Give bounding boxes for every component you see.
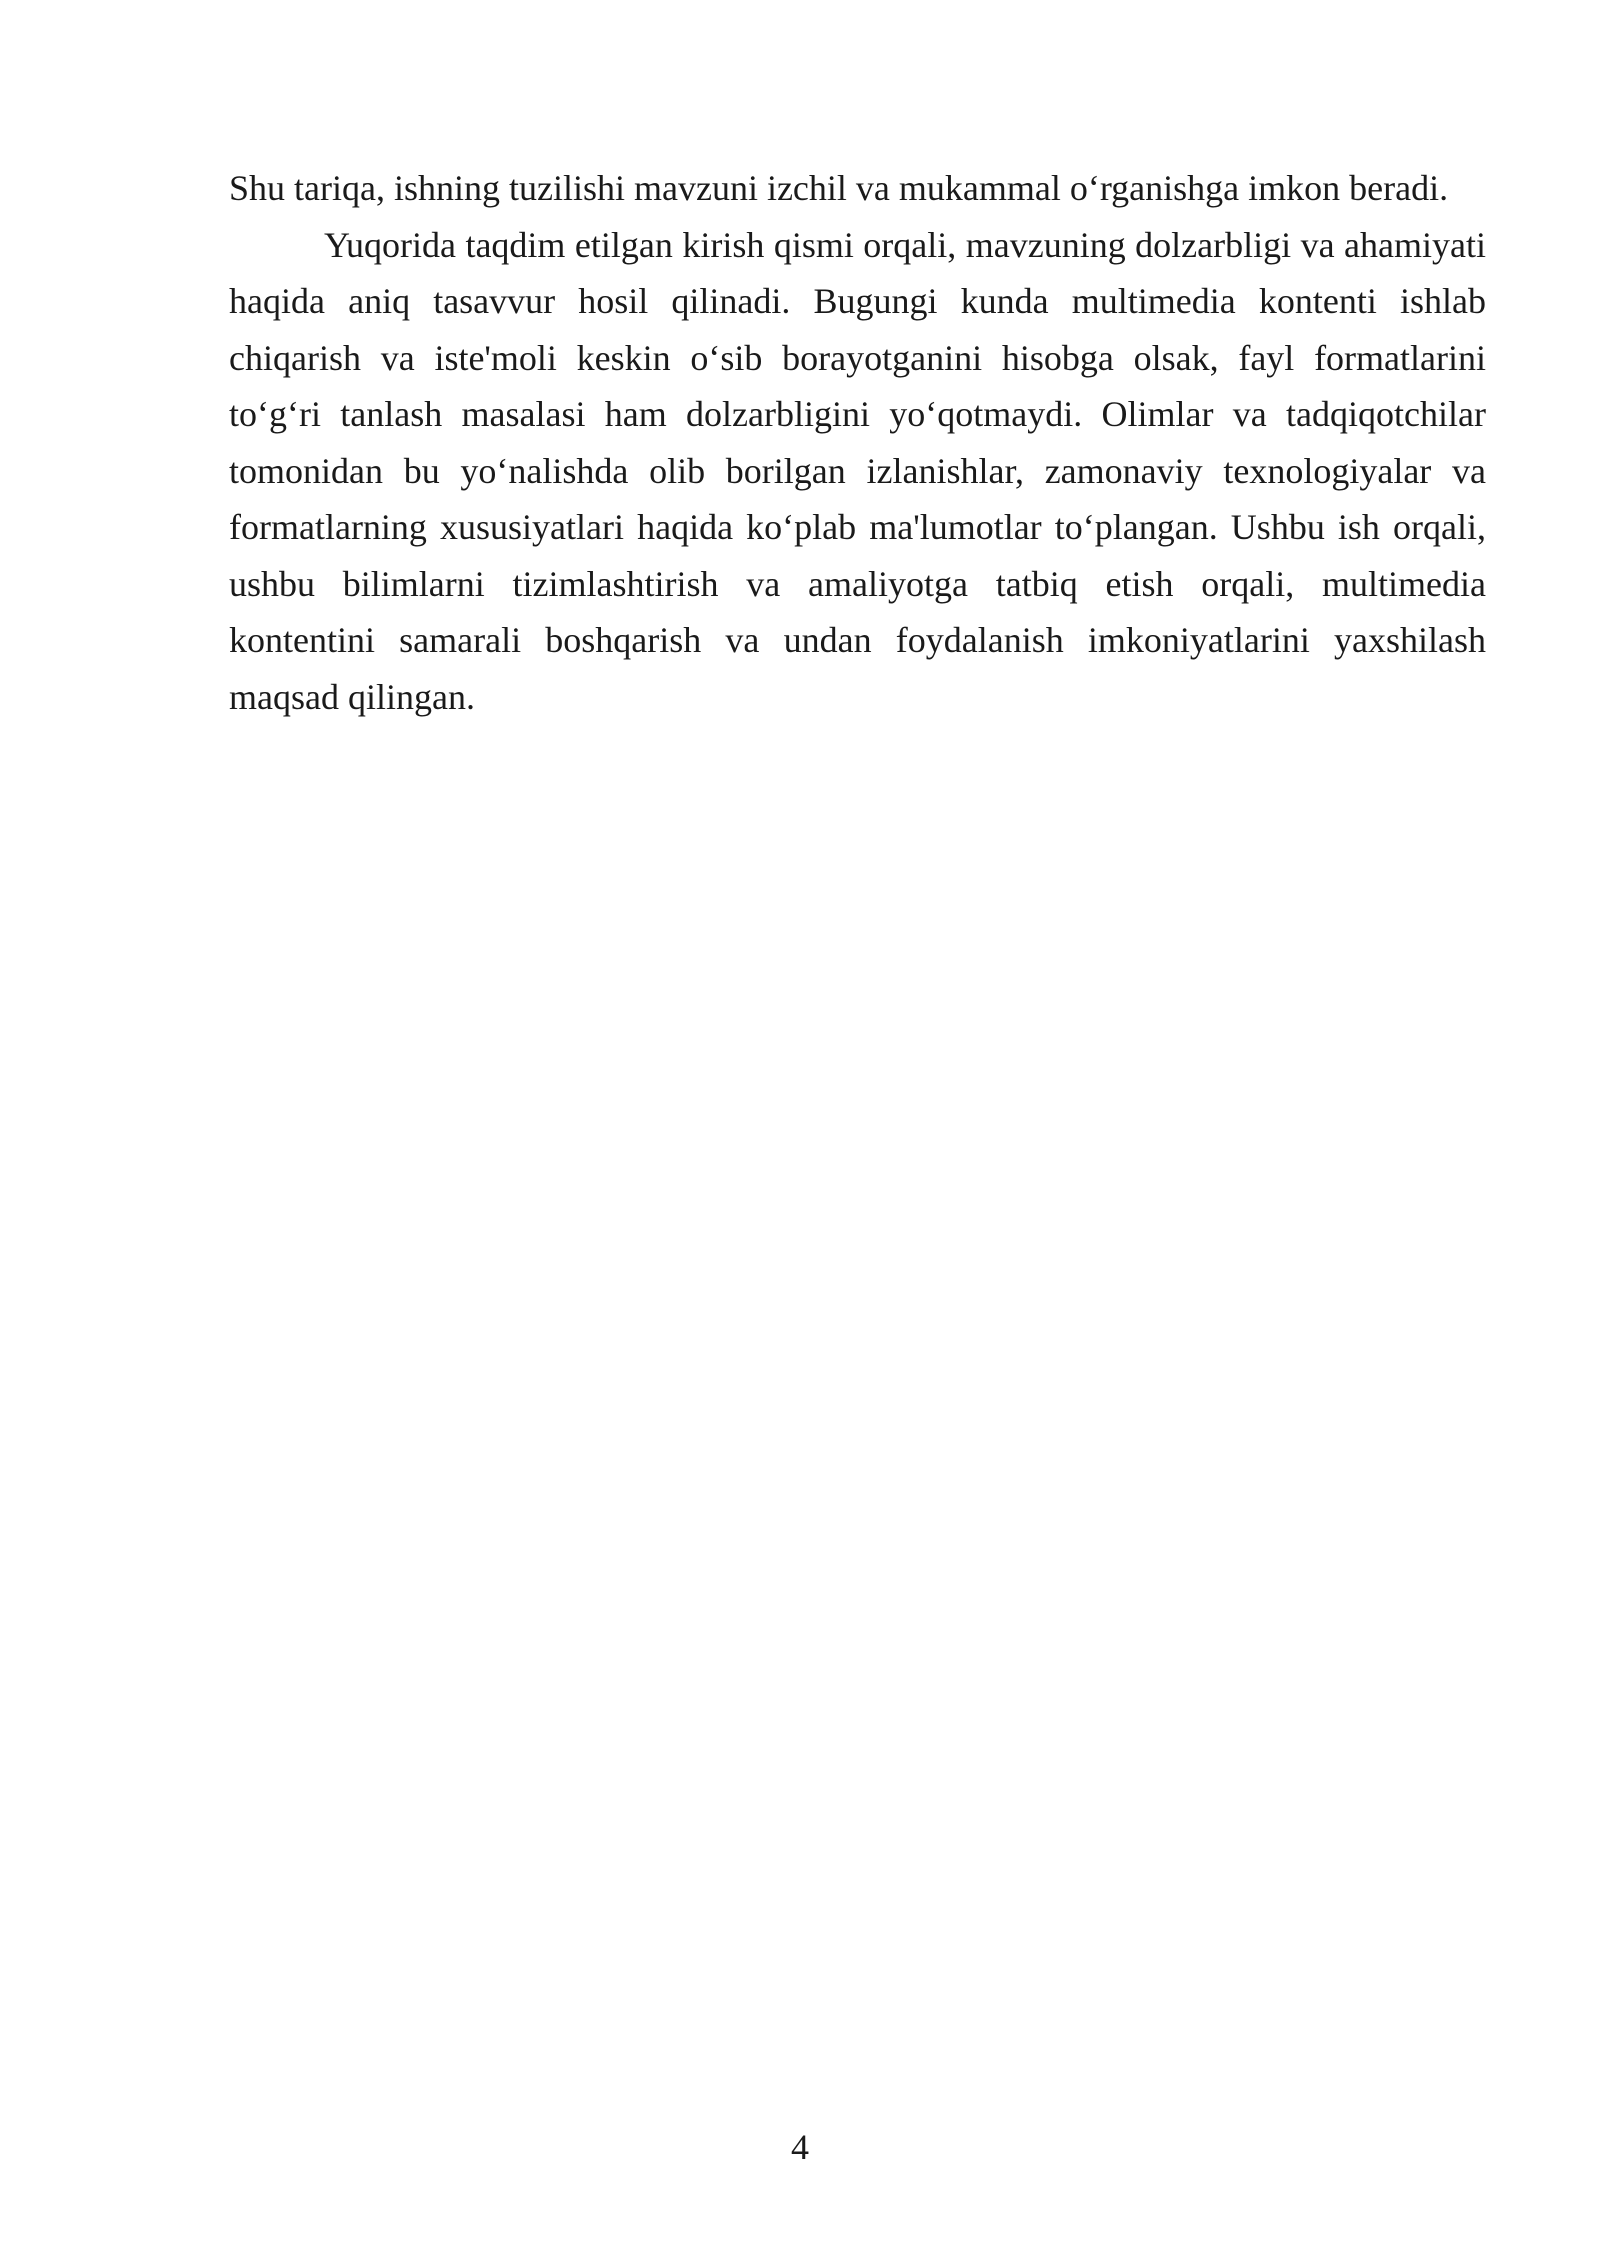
paragraph-2: Yuqorida taqdim etilgan kirish qismi orqali, mavzuning dolzarbligi va ahamiyati haqida aniq tasavvur hosil qilinadi. Bugungi kunda multimedia kontenti ishlab chiqarish va iste'moli keskin o‘sib borayotganini hisobga olsak, fayl formatlarini to‘g‘ri tanlash masalasi ham dolzarbligini yo‘qotmaydi. Olimlar va tadqiqotchilar tomonidan bu yo‘nalishda olib borilgan izlanishlar, zamonaviy texnologiyalar va formatlarning xususiyatlari haqida ko‘plab ma'lumotlar to‘plangan. Ushbu ish orqali, ushbu bilimlarni tizimlashtirish va amaliyotga tatbiq etish orqali, multimedia kontentini samarali boshqarish va undan foydalanish imkoniyatlarini yaxshilash maqsad qilingan.	[229, 224, 1486, 717]
page-number: 4	[791, 2127, 809, 2167]
paragraph-1: Shu tariqa, ishning tuzilishi mavzuni izchil va mukammal o‘rganishga imkon beradi.	[229, 168, 1449, 208]
body-text	[229, 160, 1486, 725]
